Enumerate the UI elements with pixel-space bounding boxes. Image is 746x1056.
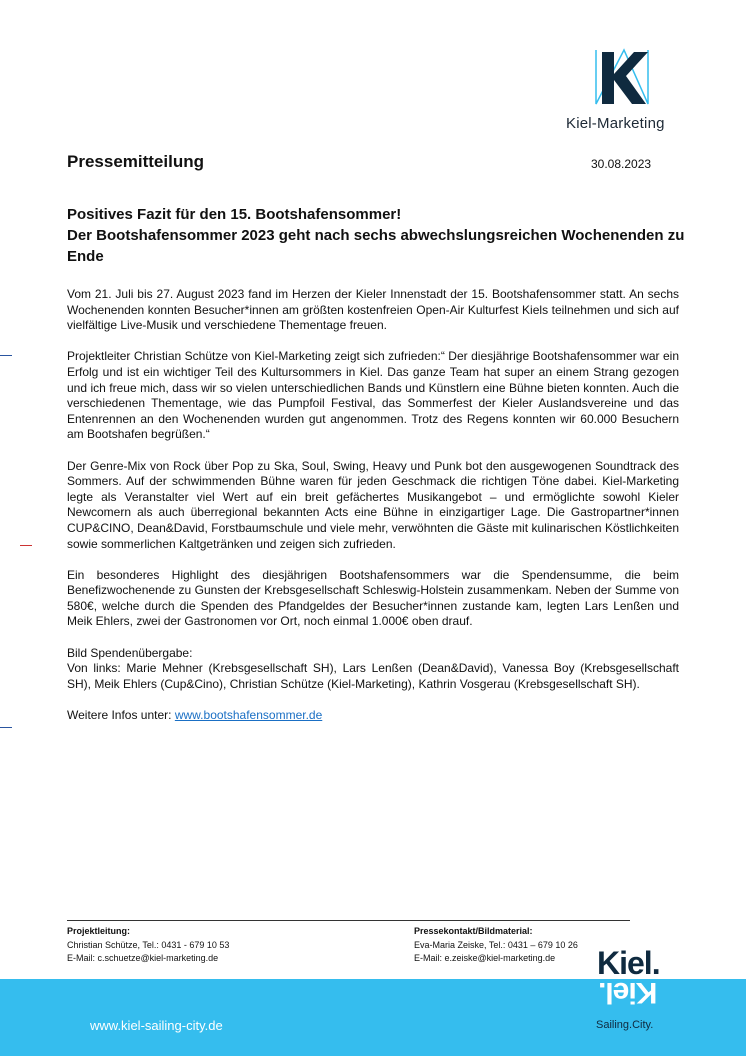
kiel-marketing-logo-icon [594,48,650,106]
more-info [67,708,679,724]
headline [67,204,687,267]
paragraph: Projektleiter Christian Schütze von Kiel-Marketing zeigt sich zufrieden:“ Der diesjährige Bootshafensommer war ein Erfolg und ist ein wichtiger Teil des Kultursommers in Kiel. Das ganze Team hat super an einem Strang gezogen und ich freue mich, dass wir so vielen unterschiedlichen Bands und Künstlern eine Bühne bieten konnten. Auch die verschiedenen Thementage, wie das Pumpfoil Festival, das Sommerfest der Kieler Auslandsvereine und das Entenrennen an den Wochenenden wurden gut angenommen. Trotz des Regens konnten wir 60.000 Besuchern am Bootshafen begrüßen.“ [67,349,679,442]
contact-project-lead [67,925,229,966]
footer-divider [67,920,630,921]
contact-title: Pressekontakt/Bildmaterial: [414,926,533,936]
more-info-label: Weitere Infos unter: [67,708,175,723]
website-link[interactable]: www.bootshafensommer.de [174,708,323,723]
kiel-brand-logo: Kiel. [597,945,660,981]
margin-mark [0,355,12,356]
logo-text: Kiel-Marketing [566,115,665,132]
margin-mark [0,727,12,728]
margin-mark [20,545,32,546]
headline-subtitle: Der Bootshafensommer 2023 geht nach sechs abwechslungsreichen Wochenenden zu Ende [67,227,685,265]
paragraph: Ein besonderes Highlight des diesjährigen Bootshafensommers war die Spendensumme, die beim Benefizwochenende zu Gunsten der Krebsgesellschaft Schleswig-Holstein zusammenkam. Neben der Summe von 580€, welche durch die Spenden des Pfandgeldes der Besucher*innen zustande kam, legten Lars Lenßen und Meik Ehlers, zwei der Gastronomen vor Ort, noch einmal 1.000€ oben drauf. [67,567,679,629]
date: 30.08.2023 [591,157,652,171]
brand-tagline: Sailing.City. [596,1019,654,1031]
headline-title: Positives Fazit für den 15. Bootshafensommer! [67,206,402,223]
document-type: Pressemitteilung [67,152,204,171]
photo-caption [67,646,679,693]
caption-text: Von links: Marie Mehner (Krebsgesellschaft SH), Lars Lenßen (Dean&David), Vanessa Boy (Krebsgesellschaft SH), Meik Ehlers (Cup&Cino), Christian Schütze (Kiel-Marketing), Kathrin Vosgerau (Krebsgesellschaft SH). [67,661,679,691]
contact-email: E-Mail: e.zeiske@kiel-marketing.de [414,953,556,963]
contact-title: Projektleitung: [67,926,131,936]
caption-title: Bild Spendenübergabe: [67,645,193,660]
kiel-brand-mirror: Kiel. [599,976,658,1009]
contact-phone: Christian Schütze, Tel.: 0431 - 679 10 53 [67,939,230,950]
contact-email: E-Mail: c.schuetze@kiel-marketing.de [67,953,219,963]
paragraph: Der Genre-Mix von Rock über Pop zu Ska, Soul, Swing, Heavy und Punk bot den ausgewogenen Soundtrack des Sommers. Auf der schwimmenden Bühne waren für jeden Geschmack die richtigen Töne dabei. Kiel-Marketing legte als Veranstalter viel Wert auf ein breit gefächertes Musikangebot – und ermöglichte sowohl Kieler Newcomern als auch überregional bekannten Acts eine Bühne in einzigartiger Lage. Die Gastropartner*innen CUP&CINO, Dean&David, Forstbaumschule und viele mehr, verwöhnten die Gäste mit kulinarischen Köstlichkeiten sowie sommerlichen Kaltgetränken und zeigen sich zufrieden. [67,458,679,551]
footer-website[interactable]: www.kiel-sailing-city.de [90,1018,223,1033]
body-text [67,287,679,739]
contact-phone: Eva-Maria Zeiske, Tel.: 0431 – 679 10 26 [414,939,578,950]
contact-press [414,925,578,966]
paragraph: Vom 21. Juli bis 27. August 2023 fand im Herzen der Kieler Innenstadt der 15. Bootshafensommer statt. An sechs Wochenenden konnten Besucher*innen am größten kostenfreien Open-Air Kulturfest Kiels teilnehmen und sich auf vielfältige Live-Musik und verschiedene Thementage freuen. [67,287,679,333]
